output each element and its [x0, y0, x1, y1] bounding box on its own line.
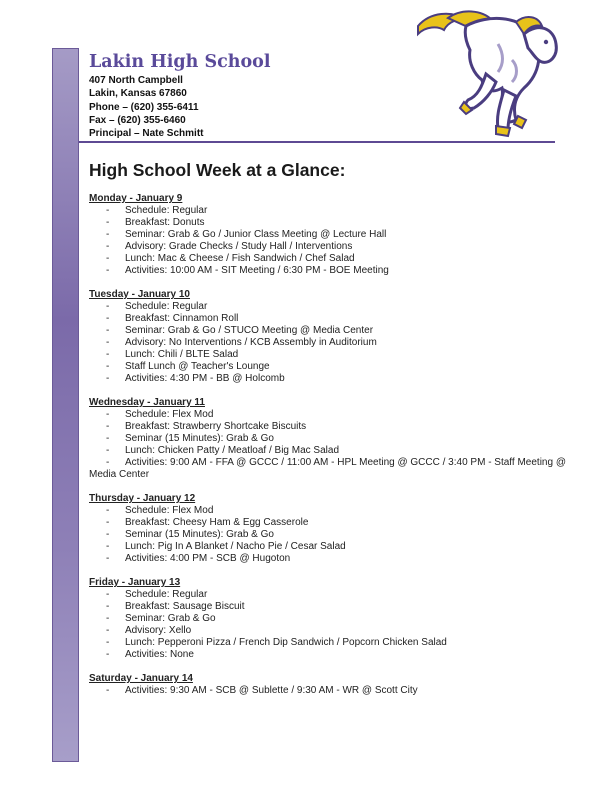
bullet-dash: -: [106, 649, 110, 660]
schedule-item: [89, 373, 569, 385]
schedule-item-text: Lunch: Pig In A Blanket / Nacho Pie / Cesar Salad: [125, 541, 346, 552]
schedule-item: [89, 325, 569, 337]
day-section: [89, 193, 569, 277]
schedule-item-text: Lunch: Pepperoni Pizza / French Dip Sandwich / Popcorn Chicken Salad: [125, 637, 447, 648]
schedule-item-text: Advisory: No Interventions / KCB Assembly in Auditorium: [125, 337, 377, 348]
bullet-dash: -: [106, 433, 110, 444]
day-section: [89, 577, 569, 661]
day-section: [89, 289, 569, 385]
bullet-dash: -: [106, 313, 110, 324]
bullet-dash: -: [106, 589, 110, 600]
schedule-item: [89, 601, 569, 613]
bullet-dash: -: [106, 421, 110, 432]
schedule-item: [89, 349, 569, 361]
schedule-item-text: Seminar (15 Minutes): Grab & Go: [125, 433, 274, 444]
schedule-item-text: Seminar (15 Minutes): Grab & Go: [125, 529, 274, 540]
bullet-dash: -: [106, 613, 110, 624]
schedule-item-text: Activities: 9:30 AM - SCB @ Sublette / 9:30 AM - WR @ Scott City: [125, 685, 418, 696]
bullet-dash: -: [106, 229, 110, 240]
address-line1: 407 North Campbell: [89, 75, 183, 86]
schedule-item-text: Lunch: Chicken Patty / Meatloaf / Big Mac Salad: [125, 445, 339, 456]
schedule-item-text: Activities: 4:30 PM - BB @ Holcomb: [125, 373, 285, 384]
day-title: Saturday - January 14: [89, 673, 193, 684]
schedule-item: [89, 445, 569, 457]
schedule-item: [89, 301, 569, 313]
schedule-item: [89, 433, 569, 445]
schedule-item: [89, 457, 569, 481]
schedule-item-text: Seminar: Grab & Go / Junior Class Meeting @ Lecture Hall: [125, 229, 387, 240]
bullet-dash: -: [106, 325, 110, 336]
schedule-item-text: Staff Lunch @ Teacher's Lounge: [125, 361, 270, 372]
schedule-item-text: Breakfast: Sausage Biscuit: [125, 601, 245, 612]
schedule-item-text: Activities: 9:00 AM - FFA @ GCCC / 11:00 AM - HPL Meeting @ GCCC / 3:40 PM - Staff Meeting @ Media Center: [89, 457, 566, 480]
bullet-dash: -: [106, 553, 110, 564]
principal-line: Principal – Nate Schmitt: [89, 128, 204, 140]
bullet-dash: -: [106, 349, 110, 360]
schedule-item-text: Seminar: Grab & Go: [125, 613, 216, 624]
bullet-dash: -: [106, 217, 110, 228]
fax-line: Fax – (620) 355-6460: [89, 114, 186, 126]
schedule-item: [89, 589, 569, 601]
purple-side-bar: [52, 48, 79, 762]
day-section: [89, 397, 569, 481]
schedule-item-text: Seminar: Grab & Go / STUCO Meeting @ Media Center: [125, 325, 374, 336]
schedule-item: [89, 517, 569, 529]
schedule-item-text: Schedule: Flex Mod: [125, 505, 214, 516]
schedule-item: [89, 361, 569, 373]
schedule-item: [89, 529, 569, 541]
bullet-dash: -: [106, 505, 110, 516]
schedule-item: [89, 229, 569, 241]
bullet-dash: -: [106, 241, 110, 252]
week-schedule: [89, 193, 569, 709]
schedule-item: [89, 649, 569, 661]
schedule-item-text: Schedule: Flex Mod: [125, 409, 214, 420]
horse-mascot-icon: [408, 4, 560, 138]
schedule-item-text: Activities: None: [125, 649, 194, 660]
bullet-dash: -: [106, 337, 110, 348]
bullet-dash: -: [106, 409, 110, 420]
schedule-item: [89, 421, 569, 433]
bullet-dash: -: [106, 301, 110, 312]
schedule-item: [89, 541, 569, 553]
schedule-item: [89, 553, 569, 565]
bullet-dash: -: [106, 541, 110, 552]
day-section: [89, 493, 569, 565]
day-title: Monday - January 9: [89, 193, 183, 204]
schedule-item: [89, 625, 569, 637]
schedule-item: [89, 685, 569, 697]
schedule-item-text: Schedule: Regular: [125, 589, 208, 600]
schedule-item: [89, 265, 569, 277]
bullet-dash: -: [106, 517, 110, 528]
schedule-item: [89, 313, 569, 325]
schedule-item-text: Breakfast: Cinnamon Roll: [125, 313, 239, 324]
schedule-item: [89, 613, 569, 625]
bullet-dash: -: [106, 253, 110, 264]
schedule-item-text: Schedule: Regular: [125, 205, 208, 216]
schedule-item-text: Schedule: Regular: [125, 301, 208, 312]
schedule-item-text: Breakfast: Cheesy Ham & Egg Casserole: [125, 517, 309, 528]
contact-block: [89, 74, 203, 140]
schedule-item: [89, 205, 569, 217]
bullet-dash: -: [106, 265, 110, 276]
bullet-dash: -: [106, 457, 110, 468]
bullet-dash: -: [106, 361, 110, 372]
schedule-item: [89, 505, 569, 517]
bullet-dash: -: [106, 205, 110, 216]
schedule-item-text: Advisory: Grade Checks / Study Hall / Interventions: [125, 241, 353, 252]
header-divider: [79, 141, 555, 143]
bullet-dash: -: [106, 373, 110, 384]
schedule-item: [89, 637, 569, 649]
schedule-item: [89, 337, 569, 349]
bullet-dash: -: [106, 529, 110, 540]
bullet-dash: -: [106, 637, 110, 648]
phone-line: Phone – (620) 355-6411: [89, 101, 199, 113]
schedule-item: [89, 409, 569, 421]
school-name: Lakin High School: [89, 52, 271, 72]
schedule-item-text: Activities: 10:00 AM - SIT Meeting / 6:30 PM - BOE Meeting: [125, 265, 389, 276]
schedule-item-text: Advisory: Xello: [125, 625, 192, 636]
day-title: Friday - January 13: [89, 577, 181, 588]
bullet-dash: -: [106, 685, 110, 696]
schedule-item-text: Breakfast: Strawberry Shortcake Biscuits: [125, 421, 307, 432]
schedule-item: [89, 241, 569, 253]
bullet-dash: -: [106, 445, 110, 456]
day-title: Tuesday - January 10: [89, 289, 190, 300]
page-title: High School Week at a Glance:: [89, 160, 346, 180]
schedule-item: [89, 217, 569, 229]
schedule-item-text: Lunch: Mac & Cheese / Fish Sandwich / Chef Salad: [125, 253, 355, 264]
bullet-dash: -: [106, 625, 110, 636]
day-title: Thursday - January 12: [89, 493, 196, 504]
schedule-item: [89, 253, 569, 265]
address-line2: Lakin, Kansas 67860: [89, 88, 187, 100]
day-title: Wednesday - January 11: [89, 397, 205, 408]
schedule-item-text: Activities: 4:00 PM - SCB @ Hugoton: [125, 553, 291, 564]
schedule-item-text: Breakfast: Donuts: [125, 217, 205, 228]
schedule-item-text: Lunch: Chili / BLTE Salad: [125, 349, 239, 360]
day-section: [89, 673, 569, 697]
bullet-dash: -: [106, 601, 110, 612]
